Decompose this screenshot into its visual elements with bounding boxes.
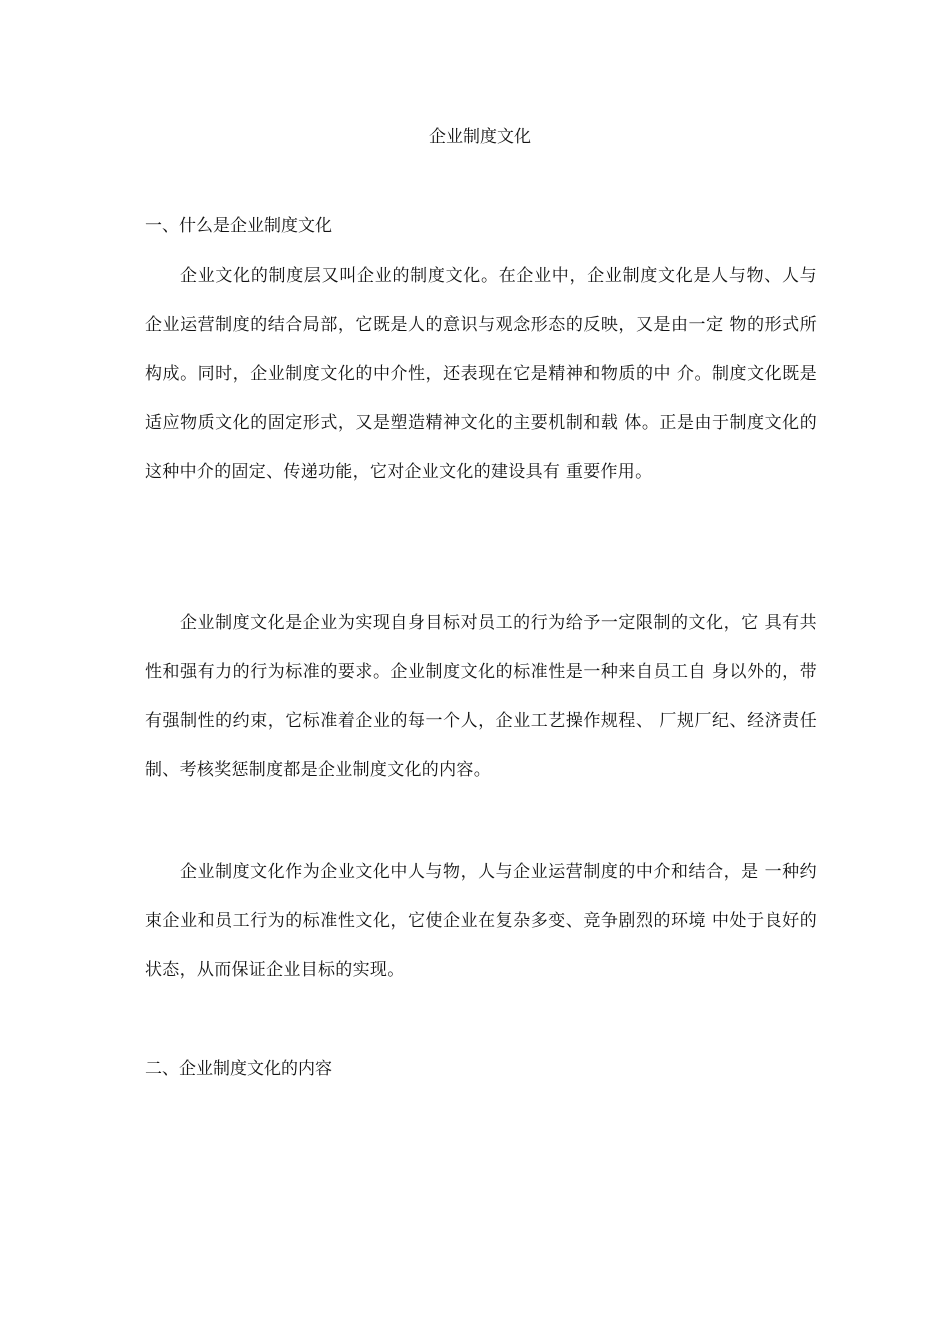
document-title: 企业制度文化 (429, 127, 531, 147)
paragraph-3: 企业制度文化作为企业文化中人与物，人与企业运营制度的中介和结合，是 一种约束企业和员工行为的标准性文化，它使企业在复杂多变、竞争剧烈的环境 中处于良好的状态，从而保证企业目标的实现。 (145, 862, 817, 980)
paragraph-2: 企业制度文化是企业为实现自身目标对员工的行为给予一定限制的文化，它 具有共性和强有力的行为标准的要求。企业制度文化的标准性是一种来自员工自 身以外的，带有强制性的约束，它标准着企业的每一个人，企业工艺操作规程、 厂规厂纪、经济责任制、考核奖惩制度都是企业制度文化的内容。 (145, 613, 817, 780)
section-heading-1: 一、什么是企业制度文化 (145, 216, 332, 236)
paragraph-1: 企业文化的制度层又叫企业的制度文化。在企业中，企业制度文化是人与物、人与企业运营制度的结合局部，它既是人的意识与观念形态的反映，又是由一定 物的形式所构成。同时，企业制度文化的中介性，还表现在它是精神和物质的中 介。制度文化既是适应物质文化的固定形式，又是塑造精神文化的主要机制和载 体。正是由于制度文化的这种中介的固定、传递功能，它对企业文化的建设具有 重要作用。 (145, 266, 817, 482)
section-heading-2: 二、企业制度文化的内容 (145, 1059, 332, 1079)
